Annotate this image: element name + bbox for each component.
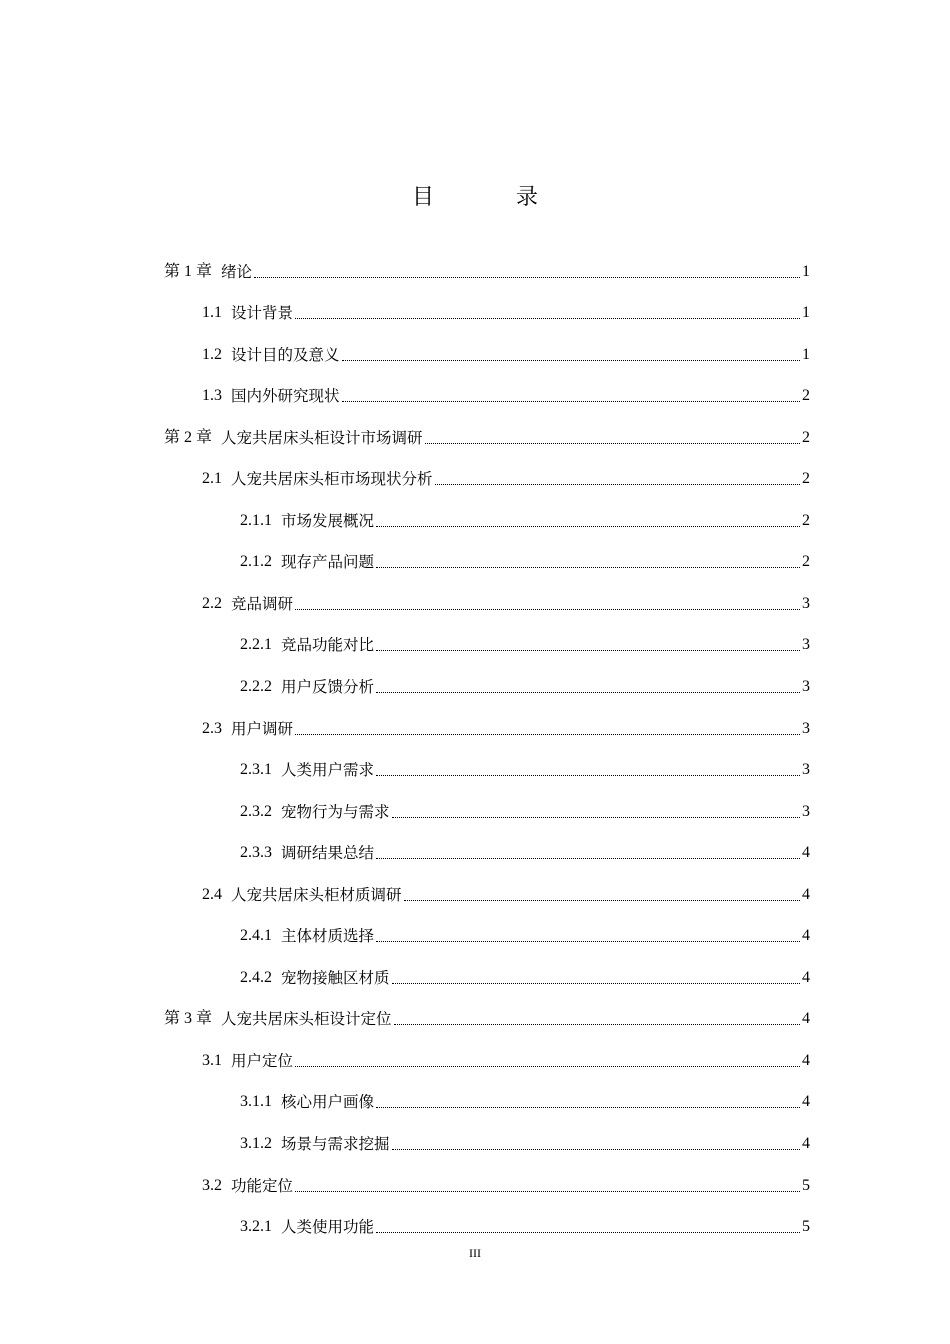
toc-entry-title: 调研结果总结: [281, 844, 375, 863]
toc-leader-dots: [254, 276, 800, 278]
toc-entry-page: 4: [802, 885, 810, 903]
toc-entry-page: 2: [802, 428, 810, 446]
toc-entry-title: 场景与需求挖掘: [281, 1135, 390, 1154]
toc-entry-page: 2: [802, 470, 810, 488]
toc-entry-number: 2.3.1: [240, 761, 272, 779]
toc-entry[interactable]: [164, 780, 810, 822]
toc-entry-title: 绪论: [221, 262, 253, 281]
toc-entry-title: 人宠共居床头柜市场现状分析: [231, 470, 433, 489]
toc-leader-dots: [404, 899, 800, 901]
toc-entry[interactable]: [164, 448, 810, 490]
toc-entry-number: 2.4.1: [240, 927, 272, 945]
toc-entry[interactable]: [164, 282, 810, 324]
toc-entry-number: 3.1: [202, 1051, 222, 1069]
toc-entry-title: 宠物接触区材质: [281, 968, 390, 987]
toc-leader-dots: [376, 1106, 800, 1108]
toc-entry-title: 市场发展概况: [281, 511, 375, 530]
toc-leader-dots: [376, 566, 800, 568]
toc-entry[interactable]: [164, 1071, 810, 1113]
toc-entry-title: 用户反馈分析: [281, 678, 375, 697]
toc-leader-dots: [376, 940, 800, 942]
toc-entry-number: 2.4: [202, 885, 222, 903]
toc-entry-page: 4: [802, 844, 810, 862]
toc-entry[interactable]: [164, 531, 810, 573]
page-number-footer: III: [469, 1246, 481, 1260]
toc-entry-page: 2: [802, 553, 810, 571]
toc-entry[interactable]: [164, 655, 810, 697]
toc-entry-page: 4: [802, 1051, 810, 1069]
toc-entry-page: 3: [802, 636, 810, 654]
toc-leader-dots: [295, 733, 800, 735]
toc-leader-dots: [376, 1231, 800, 1233]
toc-entry-number: 2.1.1: [240, 511, 272, 529]
table-of-contents: [164, 240, 810, 1237]
toc-entry[interactable]: [164, 863, 810, 905]
toc-entry-page: 4: [802, 1010, 810, 1028]
toc-entry[interactable]: [164, 739, 810, 781]
toc-leader-dots: [342, 359, 800, 361]
toc-entry-page: 3: [802, 761, 810, 779]
toc-entry[interactable]: [164, 1112, 810, 1154]
toc-leader-dots: [376, 857, 800, 859]
toc-entry-page: 1: [802, 345, 810, 363]
toc-leader-dots: [392, 816, 800, 818]
toc-entry-page: 2: [802, 511, 810, 529]
toc-entry-title: 宠物行为与需求: [281, 802, 390, 821]
toc-entry-number: 3.1.1: [240, 1093, 272, 1111]
toc-entry-number: 2.2.2: [240, 678, 272, 696]
toc-leader-dots: [295, 1190, 800, 1192]
toc-entry-number: 3.2.1: [240, 1218, 272, 1236]
toc-entry-title: 人宠共居床头柜设计定位: [221, 1010, 392, 1029]
toc-entry-title: 人宠共居床头柜设计市场调研: [221, 428, 423, 447]
toc-entry-page: 5: [802, 1218, 810, 1236]
toc-entry[interactable]: [164, 614, 810, 656]
toc-entry-page: 3: [802, 719, 810, 737]
toc-leader-dots: [394, 1023, 800, 1025]
toc-entry-title: 用户调研: [231, 719, 294, 738]
toc-entry-number: 第 2 章: [164, 428, 213, 446]
toc-entry[interactable]: [164, 1154, 810, 1196]
toc-leader-dots: [376, 774, 800, 776]
toc-leader-dots: [295, 317, 800, 319]
toc-entry[interactable]: [164, 1196, 810, 1238]
toc-entry-page: 3: [802, 594, 810, 612]
toc-entry-number: 2.1.2: [240, 553, 272, 571]
toc-entry-title: 设计目的及意义: [231, 345, 340, 364]
toc-entry-number: 2.2.1: [240, 636, 272, 654]
toc-entry[interactable]: [164, 822, 810, 864]
toc-entry[interactable]: [164, 905, 810, 947]
toc-entry-title: 人宠共居床头柜材质调研: [231, 885, 402, 904]
toc-entry[interactable]: [164, 1029, 810, 1071]
toc-entry-page: 2: [802, 387, 810, 405]
toc-title: 目 录: [411, 185, 568, 210]
toc-entry-page: 5: [802, 1176, 810, 1194]
toc-entry-title: 竞品功能对比: [281, 636, 375, 655]
toc-entry[interactable]: [164, 489, 810, 531]
toc-entry-title: 人类使用功能: [281, 1218, 375, 1237]
toc-entry-number: 2.2: [202, 594, 222, 612]
toc-entry[interactable]: [164, 323, 810, 365]
toc-leader-dots: [295, 1065, 800, 1067]
toc-entry-page: 4: [802, 927, 810, 945]
toc-entry-number: 1.1: [202, 304, 222, 322]
toc-entry-title: 人类用户需求: [281, 761, 375, 780]
toc-entry-title: 设计背景: [231, 304, 294, 323]
toc-entry-page: 4: [802, 1135, 810, 1153]
toc-leader-dots: [392, 1148, 800, 1150]
toc-leader-dots: [376, 649, 800, 651]
toc-entry[interactable]: [164, 406, 810, 448]
toc-leader-dots: [295, 608, 800, 610]
toc-entry-page: 4: [802, 1093, 810, 1111]
toc-entry[interactable]: [164, 240, 810, 282]
toc-entry-page: 3: [802, 678, 810, 696]
toc-entry-title: 现存产品问题: [281, 553, 375, 572]
toc-entry-number: 1.3: [202, 387, 222, 405]
toc-entry-number: 2.4.2: [240, 968, 272, 986]
toc-leader-dots: [392, 982, 800, 984]
toc-entry-title: 竞品调研: [231, 594, 294, 613]
toc-entry-page: 1: [802, 304, 810, 322]
toc-leader-dots: [376, 525, 800, 527]
toc-leader-dots: [435, 483, 800, 485]
toc-entry-number: 3.2: [202, 1176, 222, 1194]
toc-entry-number: 2.1: [202, 470, 222, 488]
toc-entry-number: 第 3 章: [164, 1010, 213, 1028]
toc-entry-page: 3: [802, 802, 810, 820]
toc-entry[interactable]: [164, 697, 810, 739]
toc-leader-dots: [376, 691, 800, 693]
toc-entry-title: 用户定位: [231, 1051, 294, 1070]
toc-entry-page: 1: [802, 262, 810, 280]
toc-entry-number: 1.2: [202, 345, 222, 363]
toc-entry-title: 核心用户画像: [281, 1093, 375, 1112]
toc-entry-title: 功能定位: [231, 1176, 294, 1195]
toc-entry-number: 2.3: [202, 719, 222, 737]
toc-entry[interactable]: [164, 365, 810, 407]
toc-entry-page: 4: [802, 968, 810, 986]
toc-leader-dots: [342, 400, 800, 402]
toc-entry-title: 主体材质选择: [281, 927, 375, 946]
toc-entry-title: 国内外研究现状: [231, 387, 340, 406]
toc-entry[interactable]: [164, 572, 810, 614]
toc-entry-number: 2.3.3: [240, 844, 272, 862]
toc-entry-number: 第 1 章: [164, 262, 213, 280]
toc-leader-dots: [425, 442, 800, 444]
toc-entry-number: 2.3.2: [240, 802, 272, 820]
toc-entry-number: 3.1.2: [240, 1135, 272, 1153]
toc-entry[interactable]: [164, 946, 810, 988]
toc-entry[interactable]: [164, 988, 810, 1030]
